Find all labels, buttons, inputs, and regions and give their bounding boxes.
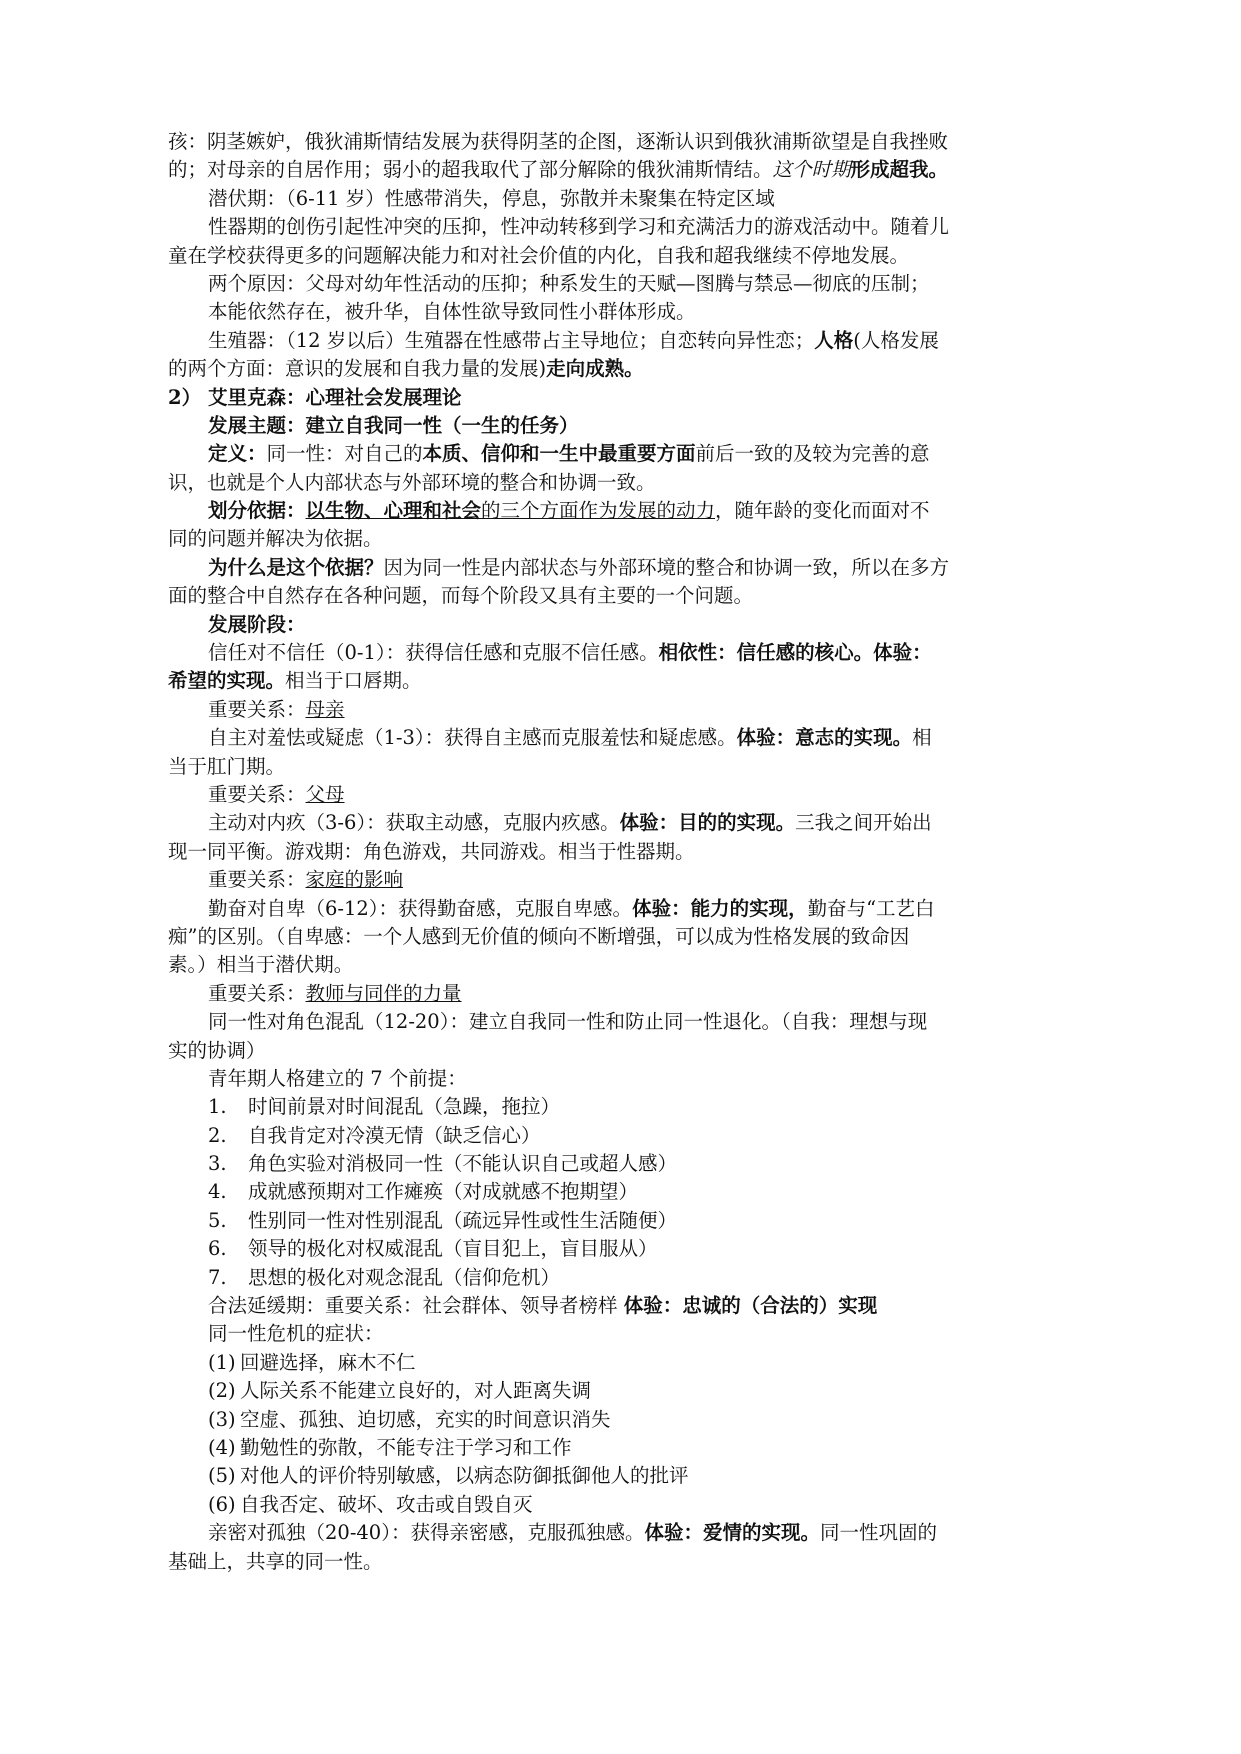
text: 前后一致的及较为完善的意 [695,442,930,466]
text-line [168,724,1068,752]
text: 识，也就是个人内部状态与外部环境的整合和协调一致。 [168,470,656,494]
text-line [168,866,1068,894]
list-number: (5) [208,1464,236,1488]
bold-text: 体验：目的的实现。 [619,811,796,835]
text-line [168,667,1068,695]
list-text: 成就感预期对工作瘫痪（对成就感不抱期望） [248,1180,639,1204]
list-text: 回避选择，麻木不仁 [240,1350,416,1374]
text: 潜伏期：（6-11 岁）性感带消失，停息，弥散并未聚集在特定区域 [208,186,775,210]
list-item [168,1207,1068,1235]
text: 合法延缓期：重要关系：社会群体、领导者榜样 [208,1294,624,1318]
document-page [168,128,1068,1576]
list-text: 时间前景对时间混乱（急躁，拖拉） [248,1095,561,1119]
underlined-text: 的三个方面作为发展的动力 [481,499,716,523]
list-item [168,1178,1068,1206]
list-item [168,1235,1068,1263]
list-item [168,1349,1068,1377]
list-item [168,1150,1068,1178]
list-text: 领导的极化对权威混乱（盲目犯上，盲目服从） [248,1237,658,1261]
text-line [168,298,1068,326]
text: 的两个方面：意识的发展和自我力量的发展) [168,357,547,381]
bold-text: 走向成熟。 [546,357,644,381]
underlined-text: 家庭的影响 [305,868,404,892]
text: 实的协调） [168,1038,266,1062]
bold-text: 划分依据： [208,499,306,523]
list-number: 1. [208,1095,227,1119]
text-line [168,611,1068,639]
text: 同一性危机的症状： [208,1322,384,1346]
list-number: 4. [208,1180,227,1204]
text-line [168,639,1068,667]
list-text: 角色实验对消极同一性（不能认识自己或超人感） [248,1152,678,1176]
underlined-text: 母亲 [305,697,345,721]
list-text: 自我否定、破坏、攻击或自毁自灭 [240,1492,533,1516]
text: 现一同平衡。游戏期：角色游戏，共同游戏。相当于性器期。 [168,839,695,863]
underlined-text: 教师与同伴的力量 [305,981,462,1005]
text-line [168,242,1068,270]
text: 同的问题并解决为依据。 [168,527,383,551]
text-line [168,781,1068,809]
text-line [168,838,1068,866]
text-line [168,554,1068,582]
list-number: 7. [208,1265,227,1289]
list-number: 5. [208,1208,227,1232]
list-number: 6. [208,1237,227,1261]
text-line [168,923,1068,951]
italic-text: 这个时期 [772,158,851,182]
list-item [168,1093,1068,1121]
text-line [168,809,1068,837]
text-line [168,582,1068,610]
text-line [168,753,1068,781]
text: 当于肛门期。 [168,754,286,778]
list-number: (4) [208,1435,236,1459]
list-text: 人际关系不能建立良好的，对人距离失调 [240,1379,592,1403]
text: ，随年龄的变化而面对不 [715,499,930,523]
text: 勤奋与“工艺白 [807,896,935,920]
list-text: 性别同一性对性别混乱（疏远异性或性生活随便） [248,1208,678,1232]
list-item [168,1491,1068,1519]
text-line [168,355,1068,383]
text: 同一性对角色混乱（12-20）：建立自我同一性和防止同一性退化。（自我：理想与现 [208,1010,928,1034]
text-line [168,696,1068,724]
text: 本能依然存在，被升华，自体性欲导致同性小群体形成。 [208,300,696,324]
text: 重要关系： [208,981,306,1005]
text-line [168,1037,1068,1065]
text-line [168,1320,1068,1348]
text: 相 [912,726,932,750]
text-line [168,185,1068,213]
text-line [168,469,1068,497]
list-text: 对他人的评价特别敏感，以病态防御抵御他人的批评 [240,1464,689,1488]
text-line [168,440,1068,468]
bold-text: 人格 [814,328,854,352]
text: 素。）相当于潜伏期。 [168,953,354,977]
text: 生殖器：（12 岁以后）生殖器在性感带占主导地位；自恋转向异性恋； [208,328,815,352]
list-text: 思想的极化对观念混乱（信仰危机） [248,1265,561,1289]
text: 重要关系： [208,868,306,892]
text-line [168,1008,1068,1036]
list-number: (6) [208,1492,236,1516]
section-title: 艾里克森：心理社会发展理论 [208,385,462,409]
text-line [168,412,1068,440]
text-line [168,128,1068,156]
text: 相当于口唇期。 [285,669,422,693]
list-text: 空虚、孤独、迫切感，充实的时间意识消失 [240,1407,611,1431]
text: 两个原因：父母对幼年性活动的压抑；种系发生的天赋—图腾与禁忌—彻底的压制； [208,271,930,295]
bold-text: 体验：能力的实现， [632,896,808,920]
bold-text: 发展阶段： [208,612,306,636]
underlined-text: 父母 [305,782,345,806]
text: 痴”的区别。（自卑感：一个人感到无价值的倾向不断增强，可以成为性格发展的致命因 [168,924,910,948]
bold-underlined-text: 以生物、心理和社会 [305,499,482,523]
bold-text: 本质、信仰和一生中最重要方面 [422,442,696,466]
section-heading [168,384,1068,412]
text: 亲密对孤独（20-40）：获得亲密感，克服孤独感。 [208,1521,645,1545]
list-number: 2. [208,1123,227,1147]
text: 因为同一性是内部状态与外部环境的整合和协调一致，所以在多方 [383,555,950,579]
bold-text: 体验：爱情的实现。 [644,1521,820,1545]
text: 童在学校获得更多的问题解决能力和对社会价值的内化，自我和超我继续不停地发展。 [168,243,910,267]
text-line [168,213,1068,241]
bold-text: 体验：意志的实现。 [736,726,913,750]
text: 主动对内疚（3-6）：获取主动感，克服内疚感。 [208,811,620,835]
bold-text: 相依性：信任感的核心。体验： [658,641,932,665]
list-text: 勤勉性的弥散，不能专注于学习和工作 [240,1435,572,1459]
text-line [168,497,1068,525]
text-line [168,327,1068,355]
text-line [168,1519,1068,1547]
text: 勤奋对自卑（6-12）：获得勤奋感，克服自卑感。 [208,896,633,920]
list-item [168,1434,1068,1462]
text-line [168,525,1068,553]
list-item [168,1264,1068,1292]
bold-text: 定义： [208,442,267,466]
text: 自主对羞怯或疑虑（1-3）：获得自主感而克服羞怯和疑虑感。 [208,726,737,750]
bold-text: 为什么是这个依据？ [208,555,384,579]
section-number: 2） [168,385,202,409]
text: 重要关系： [208,782,306,806]
text: 基础上，共享的同一性。 [168,1549,383,1573]
list-item [168,1462,1068,1490]
list-number: (2) [208,1379,236,1403]
text: 同一性：对自己的 [266,442,423,466]
list-item [168,1406,1068,1434]
text: 面的整合中自然存在各种问题，而每个阶段又具有主要的一个问题。 [168,584,754,608]
list-item [168,1122,1068,1150]
text-line [168,951,1068,979]
text: 青年期人格建立的 7 个前提： [208,1066,467,1090]
text-line [168,1292,1068,1320]
list-number: (1) [208,1350,236,1374]
text: 同一性巩固的 [819,1521,937,1545]
text: 性器期的创伤引起性冲突的压抑，性冲动转移到学习和充满活力的游戏活动中。随着儿 [208,215,950,239]
list-text: 自我肯定对冷漠无情（缺乏信心） [248,1123,541,1147]
text-line [168,156,1068,184]
text: 孩：阴茎嫉妒，俄狄浦斯情结发展为获得阴茎的企图，逐渐认识到俄狄浦斯欲望是自我挫败 [168,130,949,153]
text-line [168,1548,1068,1576]
list-number: (3) [208,1407,236,1431]
text: 重要关系： [208,697,306,721]
bold-text: 发展主题：建立自我同一性（一生的任务） [208,413,579,437]
list-item [168,1377,1068,1405]
list-number: 3. [208,1152,227,1176]
bold-text: 体验：忠诚的（合法的）实现 [623,1294,878,1318]
text: 的；对母亲的自居作用；弱小的超我取代了部分解除的俄狄浦斯情结。 [168,158,773,182]
text-line [168,980,1068,1008]
text-line [168,895,1068,923]
text: 三我之间开始出 [795,811,932,835]
text: 信任对不信任（0-1）：获得信任感和克服不信任感。 [208,641,659,665]
text: (人格发展 [853,328,939,352]
bold-text: 希望的实现。 [168,669,286,693]
text-line [168,1065,1068,1093]
bold-text: 形成超我。 [850,158,949,182]
text-line [168,270,1068,298]
